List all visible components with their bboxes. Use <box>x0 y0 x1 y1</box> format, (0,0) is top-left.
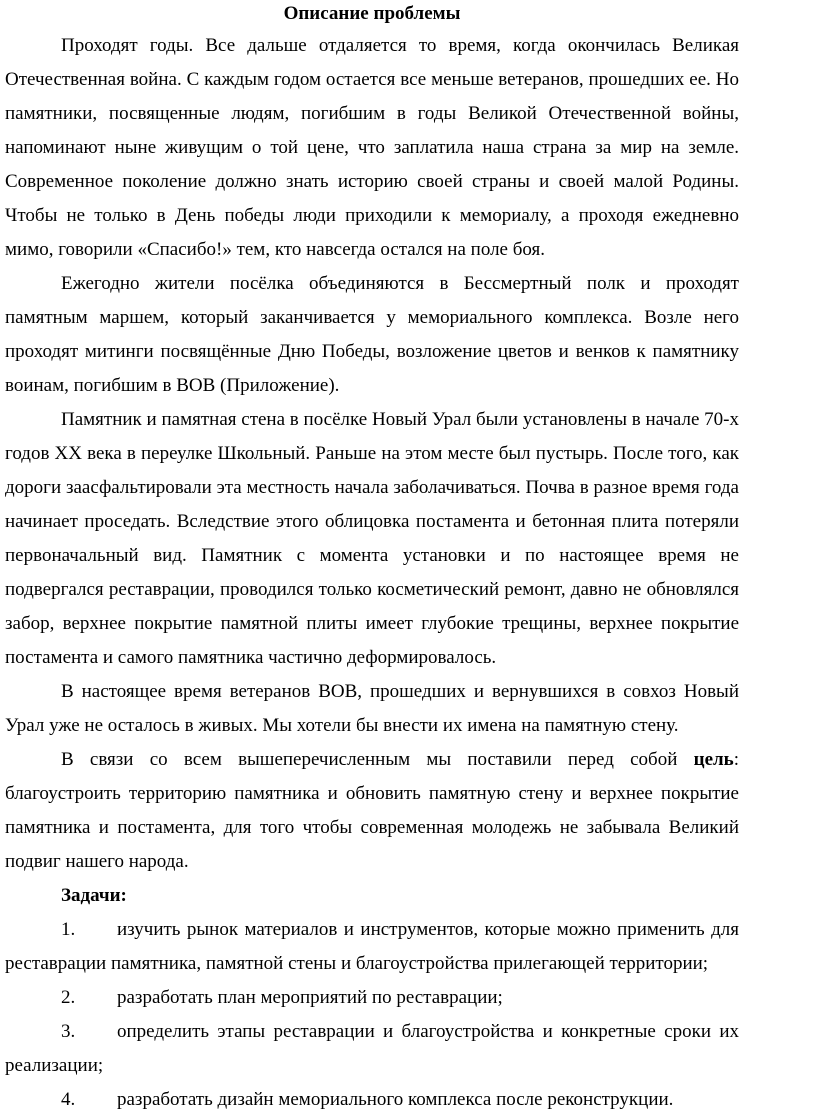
task-text: изучить рынок материалов и инструментов, которые можно применить для реставрации памятника, памятной стены и благоустройства прилегающей территории; <box>5 919 739 974</box>
paragraph-2: Ежегодно жители посёлка объединяются в Бессмертный полк и проходят памятным маршем, который заканчивается у мемориального комплекса. Возле него проходят митинги посвящённые Дню Победы, возложение цветов и венков к памятнику воинам, погибшим в ВОВ (Приложение). <box>5 273 739 396</box>
goal-text-before: В связи со всем вышеперечисленным мы поставили перед собой <box>61 749 694 770</box>
document-title: Описание проблемы <box>283 3 461 24</box>
task-number: 1. <box>61 919 76 940</box>
task-item <box>5 1083 739 1117</box>
task-number: 3. <box>61 1021 76 1042</box>
tasks-heading: Задачи: <box>61 885 127 906</box>
goal-text-after: : благоустроить территорию памятника и обновить памятную стену и верхнее покрытие памятника и постамента, для того чтобы современная молодежь не забывала Великий подвиг нашего народа. <box>5 749 739 872</box>
goal-keyword: цель <box>693 749 734 770</box>
task-number: 4. <box>61 1089 76 1110</box>
task-item <box>5 913 739 981</box>
task-text: разработать план мероприятий по реставрации; <box>117 987 503 1008</box>
task-text: определить этапы реставрации и благоустройства и конкретные сроки их реализации; <box>5 1021 739 1076</box>
task-item <box>5 981 739 1015</box>
task-number: 2. <box>61 987 76 1008</box>
paragraph-1: Проходят годы. Все дальше отдаляется то время, когда окончилась Великая Отечественная война. С каждым годом остается все меньше ветеранов, прошедших ее. Но памятники, посвященные людям, погибшим в годы Великой Отечественной войны, напоминают ныне живущим о той цене, что заплатила наша страна за мир на земле. Современное поколение должно знать историю своей страны и своей малой Родины. Чтобы не только в День победы люди приходили к мемориалу, а проходя ежедневно мимо, говорили «Спасибо!» тем, кто навсегда остался на поле боя. <box>5 35 739 260</box>
document-page <box>5 0 739 1117</box>
paragraph-3: Памятник и памятная стена в посёлке Новый Урал были установлены в начале 70-х годов XX века в переулке Школьный. Раньше на этом месте был пустырь. После того, как дороги заасфальтировали эта местность начала заболачиваться. Почва в разное время года начинает проседать. Вследствие этого облицовка постамента и бетонная плита потеряли первоначальный вид. Памятник с момента установки и по настоящее время не подвергался реставрации, проводился только косметический ремонт, давно не обновлялся забор, верхнее покрытие памятной плиты имеет глубокие трещины, верхнее покрытие постамента и самого памятника частично деформировалось. <box>5 409 739 668</box>
goal-paragraph <box>5 743 739 879</box>
paragraph-4: В настоящее время ветеранов ВОВ, прошедших и вернувшихся в совхоз Новый Урал уже не осталось в живых. Мы хотели бы внести их имена на памятную стену. <box>5 681 739 736</box>
task-item <box>5 1015 739 1083</box>
task-text: разработать дизайн мемориального комплекса после реконструкции. <box>117 1089 674 1110</box>
